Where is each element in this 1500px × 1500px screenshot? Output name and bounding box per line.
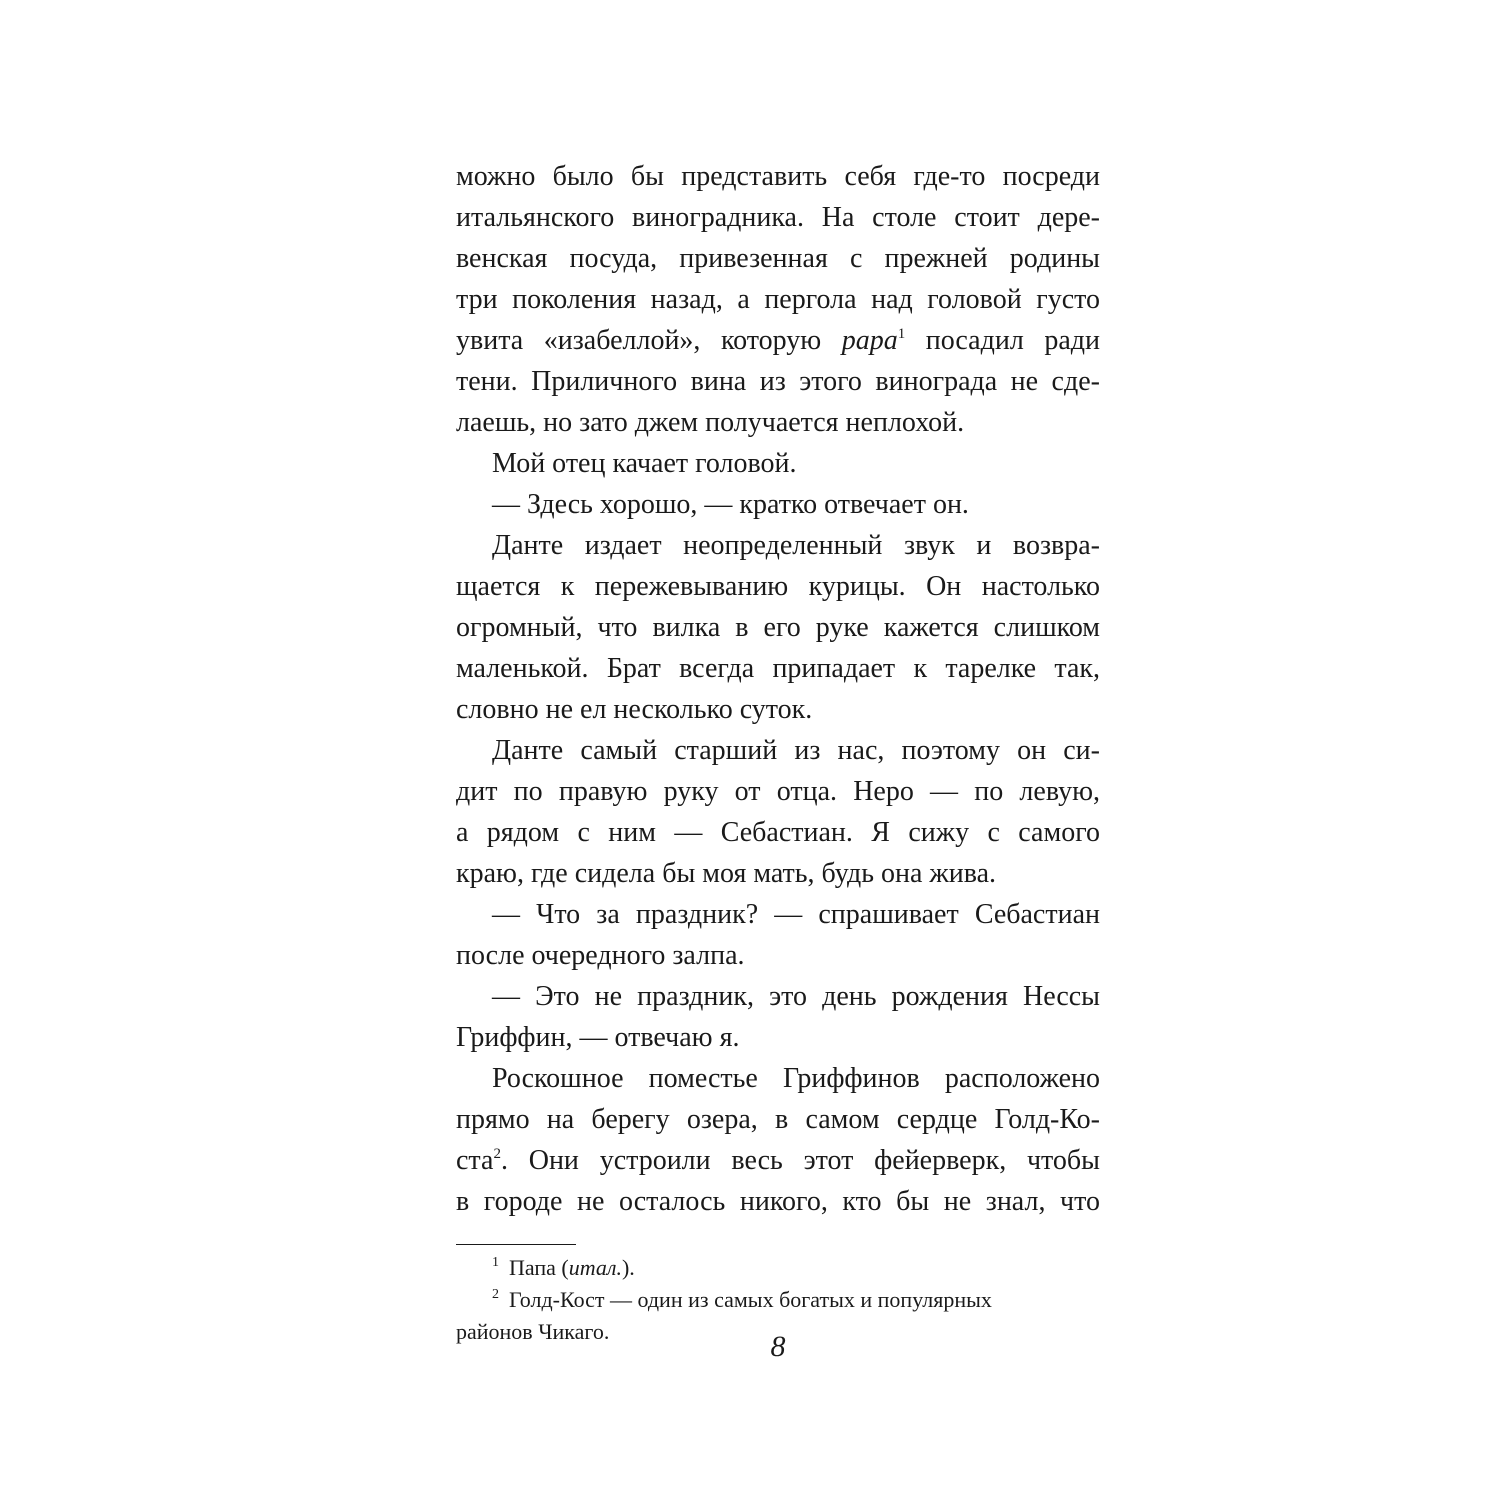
text-line: — Здесь хорошо, — кратко отвечает он. (492, 489, 969, 520)
footnote-ref-2[interactable]: 2 (493, 1146, 501, 1162)
footnote-italic: итал. (568, 1255, 622, 1280)
footnote-text: Голд-Кост — один из самых богатых и популярных (509, 1287, 992, 1312)
text-line: краю, где сидела бы моя мать, будь она жива. (456, 858, 997, 889)
italic-word: papa (841, 325, 898, 356)
footnote-mark-2: 2 (492, 1287, 499, 1302)
text-line: после очередного залпа. (456, 940, 745, 971)
text-line: огромный, что вилка в его руке кажется слишком (456, 612, 1100, 643)
text-line: три поколения назад, а пергола над головой густо (456, 284, 1100, 315)
text-line: маленькой. Брат всегда припадает к тарелке так, (456, 653, 1100, 684)
text-line: лаешь, но зато джем получается неплохой. (456, 407, 965, 438)
text-fragment: увита «изабеллой», которую (456, 325, 842, 356)
text-line: — Это не праздник, это день рождения Нессы (492, 981, 1100, 1012)
text-line-with-footnote (456, 320, 1100, 361)
footnote-1 (456, 1252, 1100, 1284)
main-text (456, 156, 1100, 1222)
text-line: — Что за праздник? — спрашивает Себастиан (492, 899, 1100, 930)
text-line: Данте издает неопределенный звук и возвра- (492, 530, 1100, 561)
text-line: Данте самый старший из нас, поэтому он си- (492, 735, 1100, 766)
footnote-divider (456, 1244, 576, 1245)
text-line: итальянского виноградника. На столе стоит дере- (456, 202, 1100, 233)
text-line: можно было бы представить себя где-то посреди (456, 161, 1100, 192)
footnote-text: ). (621, 1255, 635, 1280)
footnote-2-continued: районов Чикаго. (456, 1319, 610, 1344)
text-line: дит по правую руку от отца. Неро — по левую, (456, 776, 1100, 807)
text-line: а рядом с ним — Себастиан. Я сижу с самого (456, 817, 1100, 848)
footnote-text: Папа ( (509, 1255, 569, 1280)
text-line: тени. Приличного вина из этого винограда не сде- (456, 366, 1100, 397)
text-fragment: посадил ради (905, 325, 1100, 356)
text-line: Мой отец качает головой. (492, 448, 797, 479)
text-fragment: . Они устроили весь этот фейерверк, чтобы (500, 1145, 1100, 1176)
text-line: щается к пережевыванию курицы. Он настолько (456, 571, 1100, 602)
page-number: 8 (770, 1330, 786, 1363)
text-line: Роскошное поместье Гриффинов расположено (492, 1063, 1100, 1094)
text-line: венская посуда, привезенная с прежней родины (456, 243, 1100, 274)
text-line: Гриффин, — отвечаю я. (456, 1022, 740, 1053)
text-line-with-footnote (456, 1140, 1100, 1181)
footnote-2 (456, 1284, 1100, 1316)
text-line: словно не ел несколько суток. (456, 694, 813, 725)
footnote-ref-1[interactable]: 1 (897, 326, 906, 342)
text-line: прямо на берегу озера, в самом сердце Голд-Ко- (456, 1104, 1100, 1135)
text-line: в городе не осталось никого, кто бы не знал, что (456, 1186, 1100, 1217)
footnote-mark-1: 1 (492, 1255, 499, 1270)
text-fragment: ста (456, 1145, 494, 1176)
